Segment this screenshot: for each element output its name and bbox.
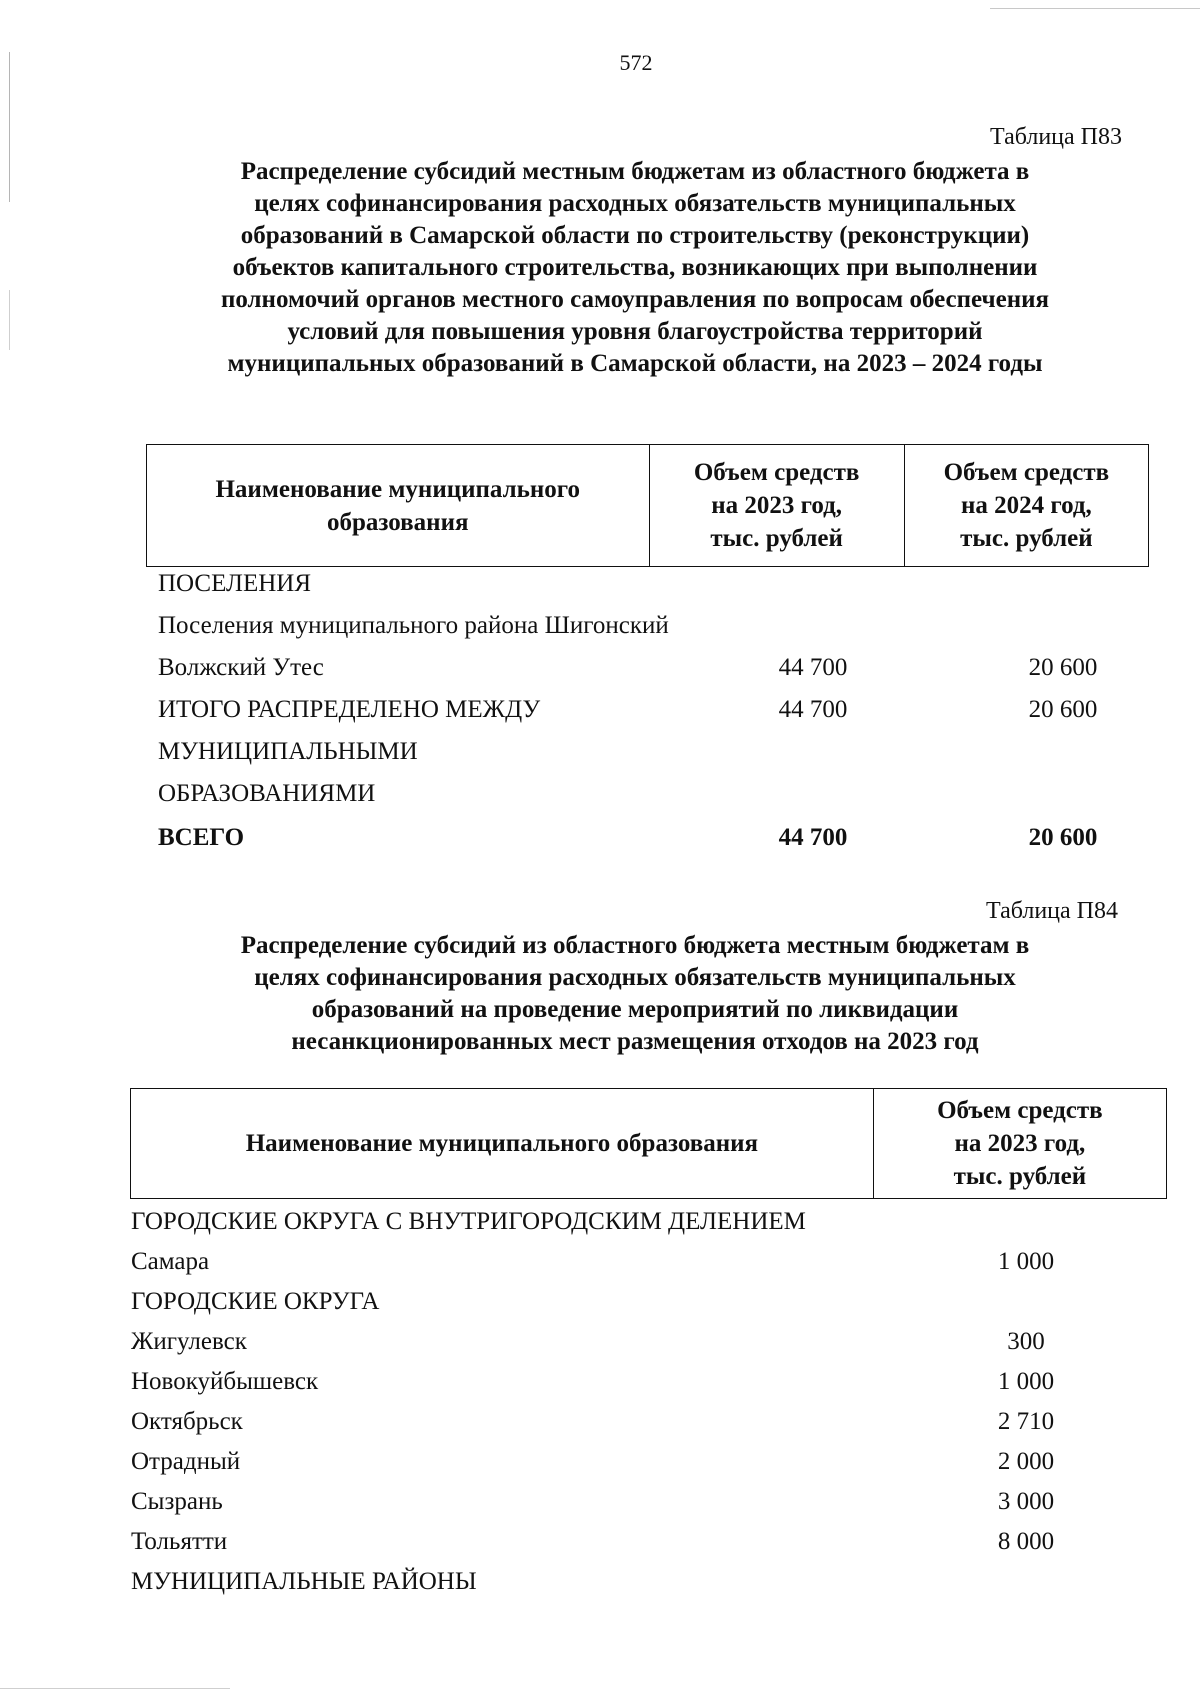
value-2023: 8 000 xyxy=(997,1528,1055,1555)
row-name: Сызрань xyxy=(131,1488,223,1515)
table-row xyxy=(131,1247,1167,1277)
table-title-p83 xyxy=(140,156,1130,380)
row-name: Волжский Утес xyxy=(158,654,324,681)
row-name: ПОСЕЛЕНИЯ xyxy=(158,570,312,597)
table-header-p84 xyxy=(130,1088,1167,1199)
table-row xyxy=(131,1527,1167,1557)
header-line: Объем средств xyxy=(937,1097,1103,1124)
table-title-p84 xyxy=(140,930,1130,1058)
row-name: ГОРОДСКИЕ ОКРУГА С ВНУТРИГОРОДСКИМ ДЕЛЕНИЕМ xyxy=(131,1208,806,1235)
title-line: муниципальных образований в Самарской области, на 2023 – 2024 годы xyxy=(227,350,1043,377)
row-name: МУНИЦИПАЛЬНЫЕ РАЙОНЫ xyxy=(131,1568,477,1595)
header-2024-column xyxy=(904,445,1148,567)
table-header-p83 xyxy=(146,444,1149,567)
value-2023: 44 700 xyxy=(778,654,848,681)
title-line: целях софинансирования расходных обязательств муниципальных xyxy=(254,964,1016,991)
value-2023: 2 000 xyxy=(997,1448,1055,1475)
scan-edge-line xyxy=(0,1688,230,1689)
row-name: МУНИЦИПАЛЬНЫМИ xyxy=(158,738,418,765)
title-line: объектов капитального строительства, возникающих при выполнении xyxy=(232,254,1038,281)
page-number: 572 xyxy=(619,50,653,75)
row-name: ОБРАЗОВАНИЯМИ xyxy=(158,780,376,807)
header-line: Наименование муниципального образования xyxy=(245,1130,759,1157)
row-name: Отрадный xyxy=(131,1448,241,1475)
table-row xyxy=(158,695,1150,725)
header-line: на 2023 год, xyxy=(711,492,843,519)
value-2024: 20 600 xyxy=(1028,654,1098,681)
row-name: Тольятти xyxy=(131,1528,228,1555)
table-row xyxy=(158,653,1150,683)
header-line: образования xyxy=(327,508,469,536)
table-row xyxy=(158,569,1150,599)
header-2023-column xyxy=(873,1089,1166,1199)
table-row xyxy=(131,1287,1167,1317)
row-name: Октябрьск xyxy=(131,1408,243,1435)
table-row xyxy=(158,611,1150,641)
row-name: ИТОГО РАСПРЕДЕЛЕНО МЕЖДУ xyxy=(158,696,541,723)
value-2023: 2 710 xyxy=(997,1408,1055,1435)
row-name: ВСЕГО xyxy=(158,824,245,851)
table-row-total xyxy=(158,823,1150,853)
table-row xyxy=(158,737,1150,767)
header-name-column xyxy=(131,1089,874,1199)
header-line: Объем средств xyxy=(693,459,860,486)
scan-edge-line xyxy=(990,8,1200,9)
scan-edge-line xyxy=(9,290,10,350)
value-2024: 20 600 xyxy=(1028,696,1098,723)
value-2024: 20 600 xyxy=(1028,824,1098,851)
title-line: условий для повышения уровня благоустройства территорий xyxy=(287,318,983,345)
table-row xyxy=(131,1367,1167,1397)
title-line: целях софинансирования расходных обязательств муниципальных xyxy=(254,190,1016,217)
table-row xyxy=(131,1447,1167,1477)
row-name: Новокуйбышевск xyxy=(131,1368,319,1395)
value-2023: 1 000 xyxy=(997,1248,1055,1275)
table-label-p83: Таблица П83 xyxy=(990,124,1122,150)
table-row xyxy=(131,1487,1167,1517)
title-line: полномочий органов местного самоуправления по вопросам обеспечения xyxy=(220,286,1050,313)
title-line: Распределение субсидий местным бюджетам из областного бюджета в xyxy=(240,158,1030,185)
header-2023-column xyxy=(649,445,904,567)
value-2023: 300 xyxy=(1007,1328,1045,1355)
table-row xyxy=(131,1567,1167,1597)
table-row xyxy=(131,1407,1167,1437)
value-2023: 44 700 xyxy=(778,696,848,723)
header-line: Объем средств xyxy=(943,459,1110,486)
header-line: тыс. рублей xyxy=(710,525,843,552)
header-line: на 2023 год, xyxy=(954,1130,1086,1157)
value-2023: 44 700 xyxy=(778,824,848,851)
header-line: тыс. рублей xyxy=(953,1163,1087,1190)
title-line: Распределение субсидий из областного бюджета местным бюджетам в xyxy=(240,932,1030,959)
table-row xyxy=(158,779,1150,809)
title-line: несанкционированных мест размещения отходов на 2023 год xyxy=(291,1028,979,1055)
header-name-column xyxy=(147,445,650,567)
value-2023: 3 000 xyxy=(997,1488,1055,1515)
header-line: Наименование муниципального xyxy=(215,475,581,503)
row-name: Жигулевск xyxy=(131,1328,247,1355)
header-line: на 2024 год, xyxy=(960,492,1092,519)
title-line: образований на проведение мероприятий по ликвидации xyxy=(311,996,959,1023)
value-2023: 1 000 xyxy=(997,1368,1055,1395)
row-name: Самара xyxy=(131,1248,210,1275)
row-name: Поселения муниципального района Шигонский xyxy=(158,612,669,639)
table-label-p84: Таблица П84 xyxy=(986,898,1118,924)
row-name: ГОРОДСКИЕ ОКРУГА xyxy=(131,1288,380,1315)
table-row xyxy=(131,1327,1167,1357)
header-line: тыс. рублей xyxy=(960,525,1093,552)
title-line: образований в Самарской области по строительству (реконструкции) xyxy=(240,222,1030,249)
table-row xyxy=(131,1207,1167,1237)
